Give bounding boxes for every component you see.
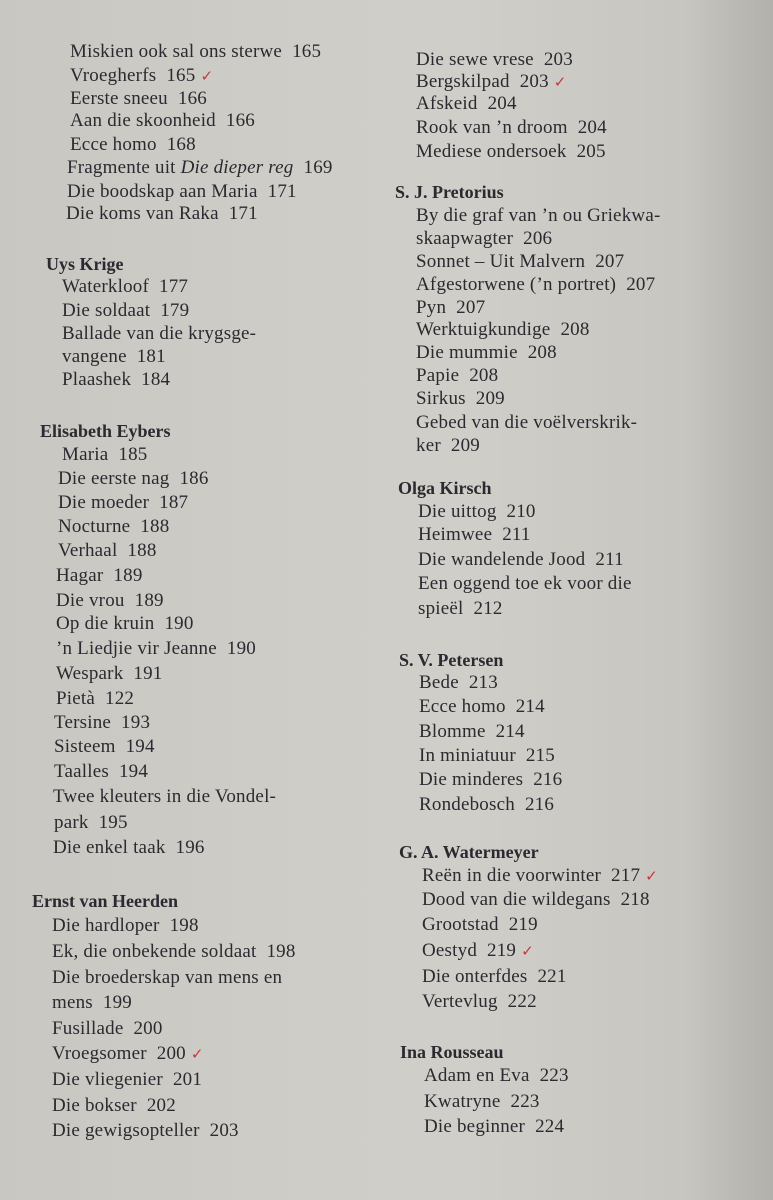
page-number: 203 <box>519 71 549 92</box>
toc-entry <box>54 711 150 735</box>
page-number: 187 <box>159 492 189 513</box>
entry-title-italic: Die dieper reg <box>180 157 294 178</box>
entry-title: Die uittog <box>418 501 497 522</box>
entry-title: Die moeder <box>58 492 150 513</box>
entry-title: Ek, die onbekende soldaat <box>52 941 257 962</box>
page-number: 200 <box>133 1018 163 1039</box>
toc-entry <box>52 940 296 964</box>
author-heading: G. A. Watermeyer <box>399 842 539 862</box>
entry-title: Mediese ondersoek <box>416 141 567 162</box>
page-number: 214 <box>495 721 525 742</box>
toc-entry <box>416 140 606 164</box>
entry-title: Nocturne <box>58 516 131 537</box>
page-number: 203 <box>543 49 573 70</box>
toc-entry <box>52 1094 176 1118</box>
toc-entry <box>62 299 189 323</box>
toc-entry <box>416 116 607 140</box>
page-number: 218 <box>620 889 650 910</box>
toc-entry <box>70 40 321 64</box>
toc-entry <box>56 564 143 588</box>
page-number: 195 <box>98 812 128 833</box>
page-number: 207 <box>626 274 656 295</box>
entry-title: Gebed van die voëlverskrik- <box>416 412 638 433</box>
page-number: 196 <box>175 837 205 858</box>
page-number: 209 <box>475 388 505 409</box>
toc-entry <box>424 1064 569 1088</box>
toc-entry <box>66 202 258 226</box>
entry-title: Plaashek <box>62 369 132 390</box>
entry-title: Maria <box>62 444 109 465</box>
entry-title: Werktuigkundige <box>416 319 551 340</box>
toc-entry <box>424 1090 540 1114</box>
entry-title: Verhaal <box>58 540 118 561</box>
toc-entry <box>422 990 537 1014</box>
toc-entry <box>418 572 632 596</box>
entry-title: Die hardloper <box>52 915 160 936</box>
entry-title: Taalles <box>54 761 109 782</box>
toc-entry <box>54 760 148 784</box>
entry-title: Hagar <box>56 565 104 586</box>
page-number: 185 <box>118 444 148 465</box>
entry-title: Bede <box>419 672 459 693</box>
page-number: 179 <box>160 300 190 321</box>
author-heading: Olga Kirsch <box>398 478 492 498</box>
page-number: 219 <box>508 914 538 935</box>
entry-title: Die bokser <box>52 1095 137 1116</box>
entry-title: Een oggend toe ek voor die <box>418 573 632 594</box>
page-number: 199 <box>102 992 133 1013</box>
entry-title: ’n Liedjie vir Jeanne <box>56 638 217 659</box>
page-number: 216 <box>524 794 555 815</box>
toc-entry <box>422 939 534 963</box>
page-number: 208 <box>560 319 590 340</box>
page-number: 202 <box>146 1095 176 1116</box>
toc-entry <box>62 275 188 299</box>
page-number: 204 <box>577 117 607 138</box>
page-number: 177 <box>159 276 189 297</box>
page-number: 221 <box>537 966 567 987</box>
page-number: 166 <box>177 88 207 109</box>
entry-title: Die vliegenier <box>52 1069 163 1090</box>
toc-entry <box>70 109 255 133</box>
entry-title: Die broederskap van mens en <box>52 967 283 988</box>
toc-entry <box>416 70 567 94</box>
entry-title: Grootstad <box>422 914 499 935</box>
page-number: 194 <box>118 761 149 782</box>
handwritten-check-icon: ✓ <box>521 942 534 960</box>
toc-entry <box>56 637 256 661</box>
toc-entry <box>419 671 498 695</box>
toc-entry <box>52 991 132 1015</box>
entry-title: Afskeid <box>416 93 478 114</box>
entry-title: Vertevlug <box>422 991 498 1012</box>
handwritten-check-icon: ✓ <box>190 1045 204 1063</box>
toc-entry <box>52 1068 202 1092</box>
toc-entry <box>62 322 256 346</box>
entry-title: Afgestorwene (’n portret) <box>416 274 617 295</box>
page-number: 224 <box>535 1116 565 1137</box>
toc-entry <box>56 589 164 613</box>
toc-entry <box>56 612 194 636</box>
page-number: 181 <box>136 346 166 367</box>
toc-entry <box>418 548 624 572</box>
entry-title: Die vrou <box>56 590 125 611</box>
page-number: 207 <box>456 297 486 318</box>
toc-entry <box>416 411 637 435</box>
toc-entry <box>416 92 517 116</box>
page-number: 200 <box>156 1043 186 1064</box>
entry-title: Op die kruin <box>56 613 155 634</box>
entry-title: Die mummie <box>416 342 518 363</box>
entry-title: spieël <box>418 598 464 619</box>
toc-entry <box>416 318 590 342</box>
entry-title: Die minderes <box>419 769 524 790</box>
entry-title: Pyn <box>416 297 447 318</box>
toc-entry <box>416 434 480 458</box>
page-number: 188 <box>140 516 170 537</box>
author-heading: S. V. Petersen <box>399 650 504 670</box>
toc-entry <box>58 467 209 491</box>
entry-title: Papie <box>416 365 460 386</box>
toc-entry <box>419 720 525 744</box>
toc-entry <box>419 793 554 817</box>
page-number: 222 <box>507 991 537 1012</box>
toc-entry <box>419 768 562 792</box>
page-number: 208 <box>469 365 499 386</box>
toc-entry <box>56 662 163 686</box>
entry-title: Tersine <box>54 712 112 733</box>
page-number: 190 <box>226 638 256 659</box>
toc-entry <box>52 966 282 990</box>
toc-entry <box>422 864 658 888</box>
handwritten-check-icon: ✓ <box>553 73 567 91</box>
entry-title: Heimwee <box>418 524 493 545</box>
page-number: 198 <box>266 941 296 962</box>
entry-title: Die onterfdes <box>422 966 528 987</box>
toc-entry <box>416 227 552 251</box>
entry-title: Dood van die wildegans <box>422 889 611 910</box>
entry-title: Ecce homo <box>70 134 157 155</box>
entry-title: Reën in die voorwinter <box>422 865 602 886</box>
entry-title: Oestyd <box>422 940 478 961</box>
entry-title: Ballade van die krygsge- <box>62 323 257 344</box>
entry-title: skaapwagter <box>416 228 514 249</box>
entry-title: Rook van ’n droom <box>416 117 568 138</box>
entry-title: Sonnet – Uit Malvern <box>416 251 586 272</box>
entry-title: Die soldaat <box>62 300 151 321</box>
page-number: 193 <box>121 712 151 733</box>
page-number: 210 <box>506 501 536 522</box>
toc-entry <box>418 523 531 547</box>
page-number: 205 <box>576 141 606 162</box>
author-heading: Ernst van Heerden <box>32 891 178 911</box>
toc-entry <box>62 345 166 369</box>
page-number: 204 <box>487 93 517 114</box>
toc-entry <box>58 515 169 539</box>
toc-entry <box>54 811 128 835</box>
page-number: 208 <box>527 342 557 363</box>
page-number: 190 <box>164 613 194 634</box>
entry-title: Ecce homo <box>419 696 506 717</box>
toc-entry <box>58 539 157 563</box>
entry-title: Die beginner <box>424 1116 526 1137</box>
toc-entry <box>416 341 557 365</box>
entry-title: Waterkloof <box>62 276 149 297</box>
entry-title: Aan die skoonheid <box>70 110 216 131</box>
toc-entry <box>422 913 538 937</box>
entry-title: Eerste sneeu <box>70 88 168 109</box>
toc-entry <box>416 296 485 320</box>
page-number: 169 <box>303 157 333 178</box>
page-number: 211 <box>595 549 624 570</box>
toc-entry <box>52 1119 239 1143</box>
entry-title: Sisteem <box>54 736 116 757</box>
author-heading: S. J. Pretorius <box>395 182 504 202</box>
toc-entry <box>70 133 196 157</box>
toc-entry <box>53 785 276 809</box>
entry-title: Miskien ook sal ons sterwe <box>70 41 283 62</box>
page-number: 219 <box>487 940 517 961</box>
page-number: 188 <box>127 540 157 561</box>
toc-entry <box>416 204 660 228</box>
toc-entry <box>62 368 170 392</box>
entry-title: Die eerste nag <box>58 468 170 489</box>
entry-title: Pietà <box>56 688 95 709</box>
handwritten-check-icon: ✓ <box>200 67 214 85</box>
entry-title: park <box>54 812 89 833</box>
entry-title: vangene <box>62 346 127 367</box>
toc-entry <box>416 387 505 411</box>
toc-entry <box>62 443 147 467</box>
page-number: 201 <box>172 1069 203 1090</box>
toc-entry <box>418 597 503 621</box>
toc-entry <box>70 64 213 88</box>
entry-title: Die sewe vrese <box>416 49 534 70</box>
author-heading: Elisabeth Eybers <box>40 421 171 441</box>
page-number: 166 <box>225 110 255 131</box>
page-number: 213 <box>468 672 498 693</box>
page-number: 165 <box>166 65 196 86</box>
entry-title: Die boodskap aan Maria <box>67 181 258 202</box>
author-heading: Uys Krige <box>46 254 124 274</box>
page-number: 223 <box>539 1065 569 1086</box>
page-number: 216 <box>533 769 563 790</box>
toc-entry <box>419 744 555 768</box>
entry-title: Fragmente uit <box>67 157 181 178</box>
toc-entry <box>52 1042 204 1066</box>
entry-title: Die enkel taak <box>53 837 166 858</box>
page-number: 122 <box>105 688 135 709</box>
entry-title: Bergskilpad <box>416 71 510 92</box>
entry-title: Die koms van Raka <box>66 203 219 224</box>
page-number: 203 <box>209 1120 239 1141</box>
toc-entry <box>422 888 650 912</box>
page-number: 165 <box>292 41 322 62</box>
entry-title: Vroegsomer <box>52 1043 147 1064</box>
page-number: 206 <box>523 228 553 249</box>
toc-entry <box>52 914 199 938</box>
page-number: 214 <box>515 696 545 717</box>
entry-title: Vroegherfs <box>70 65 157 86</box>
toc-entry <box>416 48 573 72</box>
toc-entry <box>70 87 207 111</box>
page-number: 207 <box>595 251 625 272</box>
toc-entry <box>419 695 545 719</box>
page-number: 184 <box>141 369 171 390</box>
entry-title: Fusillade <box>52 1018 124 1039</box>
toc-entry <box>56 687 134 711</box>
entry-title: Twee kleuters in die Vondel- <box>53 786 277 807</box>
toc-entry <box>416 273 655 297</box>
toc-entry <box>53 836 205 860</box>
entry-title: Adam en Eva <box>424 1065 530 1086</box>
entry-title: In miniatuur <box>419 745 516 766</box>
toc-entry <box>416 364 498 388</box>
toc-entry <box>67 156 333 180</box>
toc-entry <box>422 965 567 989</box>
page-number: 209 <box>450 435 480 456</box>
page-number: 223 <box>510 1091 540 1112</box>
author-heading: Ina Rousseau <box>400 1042 504 1062</box>
handwritten-check-icon: ✓ <box>645 867 658 885</box>
entry-title: Wespark <box>56 663 124 684</box>
entry-title: Blomme <box>419 721 486 742</box>
entry-title: Die wandelende Jood <box>418 549 586 570</box>
entry-title: mens <box>52 992 93 1013</box>
entry-title: Sirkus <box>416 388 466 409</box>
page-number: 191 <box>133 663 163 684</box>
page-number: 211 <box>502 524 531 545</box>
page-number: 212 <box>473 598 503 619</box>
toc-entry <box>418 500 536 524</box>
page-number: 186 <box>179 468 209 489</box>
page-number: 189 <box>113 565 143 586</box>
entry-title: ker <box>416 435 441 456</box>
page-number: 189 <box>134 590 164 611</box>
toc-entry <box>52 1017 163 1041</box>
toc-entry <box>58 491 188 515</box>
entry-title: Rondebosch <box>419 794 515 815</box>
entry-title: Die gewigsopteller <box>52 1120 200 1141</box>
entry-title: Kwatryne <box>424 1091 501 1112</box>
toc-entry <box>67 180 297 204</box>
page-number: 198 <box>169 915 199 936</box>
toc-entry <box>54 735 155 759</box>
page-number: 217 <box>611 865 641 886</box>
page-number: 171 <box>228 203 258 224</box>
page-number: 171 <box>267 181 297 202</box>
page-number: 168 <box>166 134 196 155</box>
toc-entry <box>424 1115 564 1139</box>
entry-title: By die graf van ’n ou Griekwa- <box>416 205 661 226</box>
page-edge-shadow <box>693 0 773 1200</box>
page-number: 215 <box>525 745 555 766</box>
page-number: 194 <box>125 736 155 757</box>
toc-entry <box>416 250 624 274</box>
